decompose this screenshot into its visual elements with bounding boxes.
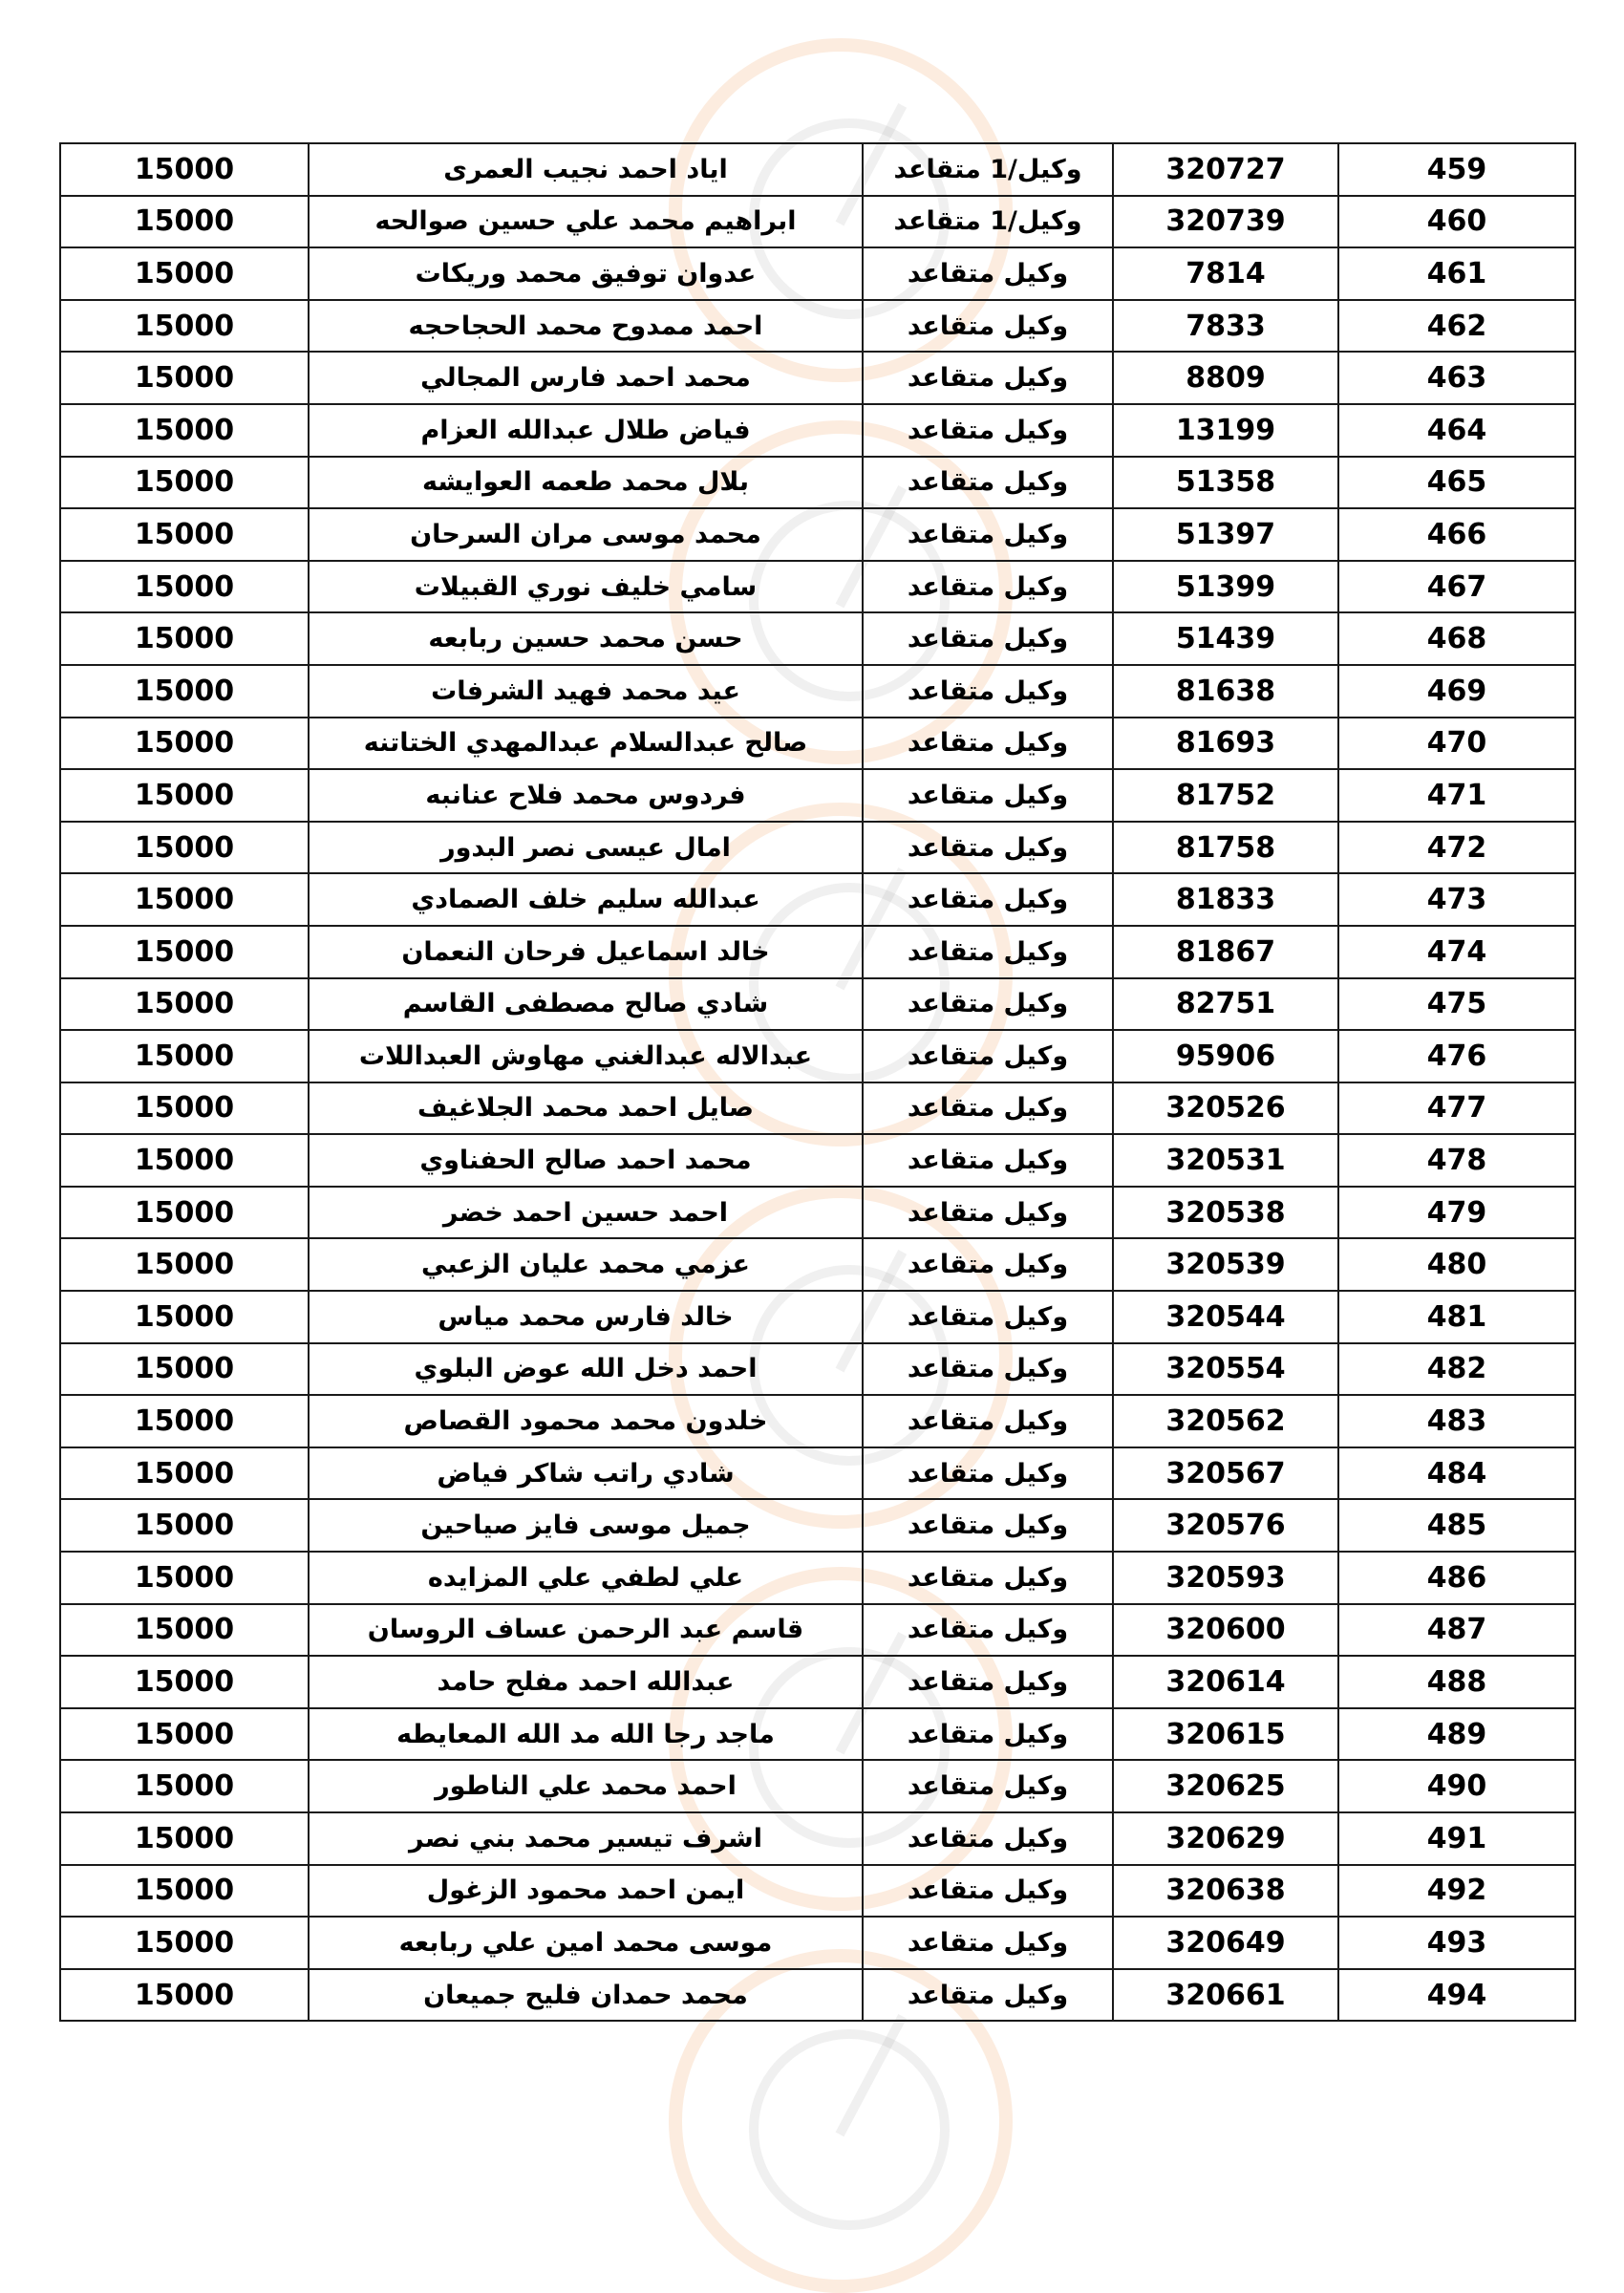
table-row <box>60 1447 1575 1500</box>
table-row <box>60 1343 1575 1396</box>
table-row <box>60 926 1575 978</box>
rank-cell: وكيل متقاعد <box>863 1552 1113 1604</box>
amount-cell: 15000 <box>60 1499 309 1552</box>
rank-cell: وكيل متقاعد <box>863 1395 1113 1447</box>
amount-cell: 15000 <box>60 1187 309 1239</box>
id-number-cell: 320539 <box>1113 1238 1338 1291</box>
id-number-cell: 81752 <box>1113 769 1338 822</box>
name-cell: عزمي محمد عليان الزعبي <box>309 1238 863 1291</box>
id-number-cell: 320661 <box>1113 1969 1338 2022</box>
amount-cell: 15000 <box>60 508 309 561</box>
table-row <box>60 1552 1575 1604</box>
sequence-number-cell: 480 <box>1338 1238 1575 1291</box>
id-number-cell: 320629 <box>1113 1812 1338 1865</box>
id-number-cell: 320739 <box>1113 196 1338 248</box>
sequence-number-cell: 490 <box>1338 1760 1575 1812</box>
sequence-number-cell: 465 <box>1338 457 1575 509</box>
amount-cell: 15000 <box>60 404 309 457</box>
amount-cell: 15000 <box>60 1604 309 1657</box>
sequence-number-cell: 479 <box>1338 1187 1575 1239</box>
name-cell: احمد محمد علي الناطور <box>309 1760 863 1812</box>
sequence-number-cell: 476 <box>1338 1030 1575 1082</box>
sequence-number-cell: 463 <box>1338 352 1575 404</box>
table-row <box>60 508 1575 561</box>
table-row <box>60 352 1575 404</box>
amount-cell: 15000 <box>60 1917 309 1969</box>
sequence-number-cell: 470 <box>1338 718 1575 770</box>
name-cell: علي لطفي علي المزايده <box>309 1552 863 1604</box>
name-cell: خالد اسماعيل فرحان النعمان <box>309 926 863 978</box>
amount-cell: 15000 <box>60 561 309 613</box>
id-number-cell: 320567 <box>1113 1447 1338 1500</box>
sequence-number-cell: 472 <box>1338 822 1575 874</box>
sequence-number-cell: 473 <box>1338 873 1575 926</box>
rank-cell: وكيل متقاعد <box>863 1134 1113 1187</box>
name-cell: محمد احمد فارس المجالي <box>309 352 863 404</box>
sequence-number-cell: 464 <box>1338 404 1575 457</box>
table-row <box>60 1499 1575 1552</box>
amount-cell: 15000 <box>60 1238 309 1291</box>
table-row <box>60 822 1575 874</box>
table-row <box>60 1865 1575 1918</box>
rank-cell: وكيل متقاعد <box>863 1343 1113 1396</box>
amount-cell: 15000 <box>60 1552 309 1604</box>
table-row <box>60 1030 1575 1082</box>
table-row <box>60 665 1575 718</box>
amount-cell: 15000 <box>60 665 309 718</box>
table-row <box>60 404 1575 457</box>
id-number-cell: 95906 <box>1113 1030 1338 1082</box>
amount-cell: 15000 <box>60 247 309 300</box>
rank-cell: وكيل متقاعد <box>863 1082 1113 1135</box>
id-number-cell: 320544 <box>1113 1291 1338 1343</box>
sequence-number-cell: 486 <box>1338 1552 1575 1604</box>
name-cell: عدوان توفيق محمد وريكات <box>309 247 863 300</box>
id-number-cell: 320638 <box>1113 1865 1338 1918</box>
sequence-number-cell: 494 <box>1338 1969 1575 2022</box>
amount-cell: 15000 <box>60 1082 309 1135</box>
roster-table-body <box>60 143 1575 2021</box>
rank-cell: وكيل متقاعد <box>863 561 1113 613</box>
name-cell: فياض طلال عبدالله العزام <box>309 404 863 457</box>
rank-cell: وكيل متقاعد <box>863 1499 1113 1552</box>
rank-cell: وكيل متقاعد <box>863 1291 1113 1343</box>
id-number-cell: 320562 <box>1113 1395 1338 1447</box>
id-number-cell: 51358 <box>1113 457 1338 509</box>
sequence-number-cell: 482 <box>1338 1343 1575 1396</box>
sequence-number-cell: 471 <box>1338 769 1575 822</box>
rank-cell: وكيل متقاعد <box>863 1447 1113 1500</box>
table-row <box>60 143 1575 196</box>
rank-cell: وكيل متقاعد <box>863 457 1113 509</box>
sequence-number-cell: 483 <box>1338 1395 1575 1447</box>
amount-cell: 15000 <box>60 1343 309 1396</box>
sequence-number-cell: 488 <box>1338 1656 1575 1708</box>
amount-cell: 15000 <box>60 926 309 978</box>
id-number-cell: 81758 <box>1113 822 1338 874</box>
rank-cell: وكيل متقاعد <box>863 1708 1113 1761</box>
id-number-cell: 7814 <box>1113 247 1338 300</box>
table-row <box>60 300 1575 353</box>
table-row <box>60 978 1575 1031</box>
table-row <box>60 1917 1575 1969</box>
id-number-cell: 320727 <box>1113 143 1338 196</box>
sequence-number-cell: 493 <box>1338 1917 1575 1969</box>
table-row <box>60 561 1575 613</box>
table-row <box>60 457 1575 509</box>
name-cell: عبدالله سليم خلف الصمادي <box>309 873 863 926</box>
table-row <box>60 1291 1575 1343</box>
rank-cell: وكيل متقاعد <box>863 247 1113 300</box>
sequence-number-cell: 478 <box>1338 1134 1575 1187</box>
table-row <box>60 769 1575 822</box>
rank-cell: وكيل متقاعد <box>863 718 1113 770</box>
sequence-number-cell: 489 <box>1338 1708 1575 1761</box>
name-cell: سامي خليف نوري القبيلات <box>309 561 863 613</box>
name-cell: امال عيسى نصر البدور <box>309 822 863 874</box>
amount-cell: 15000 <box>60 873 309 926</box>
id-number-cell: 13199 <box>1113 404 1338 457</box>
amount-cell: 15000 <box>60 1447 309 1500</box>
amount-cell: 15000 <box>60 1291 309 1343</box>
name-cell: ايمن احمد محمود الزغول <box>309 1865 863 1918</box>
id-number-cell: 320649 <box>1113 1917 1338 1969</box>
rank-cell: وكيل متقاعد <box>863 665 1113 718</box>
amount-cell: 15000 <box>60 1969 309 2022</box>
rank-cell: وكيل متقاعد <box>863 1969 1113 2022</box>
id-number-cell: 320531 <box>1113 1134 1338 1187</box>
name-cell: شادي صالح مصطفى القاسم <box>309 978 863 1031</box>
name-cell: عبدالله احمد مفلح حامد <box>309 1656 863 1708</box>
id-number-cell: 81867 <box>1113 926 1338 978</box>
rank-cell: وكيل متقاعد <box>863 404 1113 457</box>
name-cell: جميل موسى فايز صياحين <box>309 1499 863 1552</box>
name-cell: محمد احمد صالح الحفناوي <box>309 1134 863 1187</box>
sequence-number-cell: 487 <box>1338 1604 1575 1657</box>
sequence-number-cell: 459 <box>1338 143 1575 196</box>
table-row <box>60 873 1575 926</box>
amount-cell: 15000 <box>60 300 309 353</box>
amount-cell: 15000 <box>60 1134 309 1187</box>
table-row <box>60 1395 1575 1447</box>
table-row <box>60 1969 1575 2022</box>
table-row <box>60 612 1575 665</box>
name-cell: عبدالاله عبدالغني مهاوش العبداللات <box>309 1030 863 1082</box>
sequence-number-cell: 491 <box>1338 1812 1575 1865</box>
sequence-number-cell: 481 <box>1338 1291 1575 1343</box>
name-cell: احمد ممدوح محمد الحجاحجه <box>309 300 863 353</box>
rank-cell: وكيل متقاعد <box>863 1604 1113 1657</box>
name-cell: خلدون محمد محمود القصاص <box>309 1395 863 1447</box>
id-number-cell: 81693 <box>1113 718 1338 770</box>
table-row <box>60 1708 1575 1761</box>
name-cell: محمد حمدان فليح جميعان <box>309 1969 863 2022</box>
amount-cell: 15000 <box>60 1760 309 1812</box>
name-cell: احمد دخل الله عوض البلوي <box>309 1343 863 1396</box>
rank-cell: وكيل متقاعد <box>863 352 1113 404</box>
id-number-cell: 51397 <box>1113 508 1338 561</box>
amount-cell: 15000 <box>60 769 309 822</box>
rank-cell: وكيل متقاعد <box>863 1812 1113 1865</box>
table-row <box>60 1238 1575 1291</box>
amount-cell: 15000 <box>60 978 309 1031</box>
name-cell: عيد محمد فهيد الشرفات <box>309 665 863 718</box>
sequence-number-cell: 484 <box>1338 1447 1575 1500</box>
table-row <box>60 1656 1575 1708</box>
amount-cell: 15000 <box>60 612 309 665</box>
id-number-cell: 320554 <box>1113 1343 1338 1396</box>
amount-cell: 15000 <box>60 1656 309 1708</box>
name-cell: شادي راتب شاكر فياض <box>309 1447 863 1500</box>
amount-cell: 15000 <box>60 352 309 404</box>
id-number-cell: 320593 <box>1113 1552 1338 1604</box>
sequence-number-cell: 469 <box>1338 665 1575 718</box>
amount-cell: 15000 <box>60 718 309 770</box>
sequence-number-cell: 467 <box>1338 561 1575 613</box>
id-number-cell: 320625 <box>1113 1760 1338 1812</box>
id-number-cell: 320615 <box>1113 1708 1338 1761</box>
rank-cell: وكيل متقاعد <box>863 978 1113 1031</box>
amount-cell: 15000 <box>60 1395 309 1447</box>
table-row <box>60 1604 1575 1657</box>
sequence-number-cell: 477 <box>1338 1082 1575 1135</box>
sequence-number-cell: 474 <box>1338 926 1575 978</box>
name-cell: فردوس محمد فلاح عنانبه <box>309 769 863 822</box>
name-cell: قاسم عبد الرحمن عساف الروسان <box>309 1604 863 1657</box>
sequence-number-cell: 468 <box>1338 612 1575 665</box>
rank-cell: وكيل/1 متقاعد <box>863 143 1113 196</box>
name-cell: بلال محمد طعمه العوايشه <box>309 457 863 509</box>
table-row <box>60 1812 1575 1865</box>
name-cell: اياد احمد نجيب العمرى <box>309 143 863 196</box>
rank-cell: وكيل متقاعد <box>863 926 1113 978</box>
sequence-number-cell: 485 <box>1338 1499 1575 1552</box>
amount-cell: 15000 <box>60 196 309 248</box>
table-row <box>60 1760 1575 1812</box>
sequence-number-cell: 492 <box>1338 1865 1575 1918</box>
rank-cell: وكيل متقاعد <box>863 1656 1113 1708</box>
rank-cell: وكيل متقاعد <box>863 1917 1113 1969</box>
id-number-cell: 7833 <box>1113 300 1338 353</box>
rank-cell: وكيل متقاعد <box>863 1238 1113 1291</box>
name-cell: ماجد رجا الله مد الله المعايطه <box>309 1708 863 1761</box>
table-row <box>60 196 1575 248</box>
name-cell: احمد حسين احمد خضر <box>309 1187 863 1239</box>
amount-cell: 15000 <box>60 1865 309 1918</box>
rank-cell: وكيل متقاعد <box>863 1865 1113 1918</box>
amount-cell: 15000 <box>60 457 309 509</box>
id-number-cell: 320600 <box>1113 1604 1338 1657</box>
name-cell: محمد موسى مران السرحان <box>309 508 863 561</box>
rank-cell: وكيل متقاعد <box>863 769 1113 822</box>
rank-cell: وكيل متقاعد <box>863 822 1113 874</box>
amount-cell: 15000 <box>60 1708 309 1761</box>
id-number-cell: 320538 <box>1113 1187 1338 1239</box>
id-number-cell: 320614 <box>1113 1656 1338 1708</box>
rank-cell: وكيل متقاعد <box>863 612 1113 665</box>
name-cell: صالح عبدالسلام عبدالمهدي الختاتنه <box>309 718 863 770</box>
table-row <box>60 247 1575 300</box>
rank-cell: وكيل متقاعد <box>863 508 1113 561</box>
id-number-cell: 81638 <box>1113 665 1338 718</box>
name-cell: ابراهيم محمد علي حسين صوالحه <box>309 196 863 248</box>
rank-cell: وكيل/1 متقاعد <box>863 196 1113 248</box>
roster-table <box>59 142 1576 2022</box>
rank-cell: وكيل متقاعد <box>863 300 1113 353</box>
rank-cell: وكيل متقاعد <box>863 1187 1113 1239</box>
name-cell: اشرف تيسير محمد بني نصر <box>309 1812 863 1865</box>
name-cell: حسن محمد حسين ربابعه <box>309 612 863 665</box>
amount-cell: 15000 <box>60 143 309 196</box>
amount-cell: 15000 <box>60 1030 309 1082</box>
name-cell: خالد فارس محمد مياس <box>309 1291 863 1343</box>
amount-cell: 15000 <box>60 822 309 874</box>
sequence-number-cell: 466 <box>1338 508 1575 561</box>
id-number-cell: 8809 <box>1113 352 1338 404</box>
sequence-number-cell: 461 <box>1338 247 1575 300</box>
table-row <box>60 718 1575 770</box>
rank-cell: وكيل متقاعد <box>863 1760 1113 1812</box>
table-row <box>60 1082 1575 1135</box>
id-number-cell: 320526 <box>1113 1082 1338 1135</box>
id-number-cell: 82751 <box>1113 978 1338 1031</box>
sequence-number-cell: 460 <box>1338 196 1575 248</box>
rank-cell: وكيل متقاعد <box>863 873 1113 926</box>
id-number-cell: 51439 <box>1113 612 1338 665</box>
id-number-cell: 51399 <box>1113 561 1338 613</box>
rank-cell: وكيل متقاعد <box>863 1030 1113 1082</box>
table-row <box>60 1187 1575 1239</box>
amount-cell: 15000 <box>60 1812 309 1865</box>
sequence-number-cell: 462 <box>1338 300 1575 353</box>
id-number-cell: 81833 <box>1113 873 1338 926</box>
id-number-cell: 320576 <box>1113 1499 1338 1552</box>
table-row <box>60 1134 1575 1187</box>
name-cell: صايل احمد محمد الجلاغيف <box>309 1082 863 1135</box>
name-cell: موسى محمد امين علي ربابعه <box>309 1917 863 1969</box>
sequence-number-cell: 475 <box>1338 978 1575 1031</box>
